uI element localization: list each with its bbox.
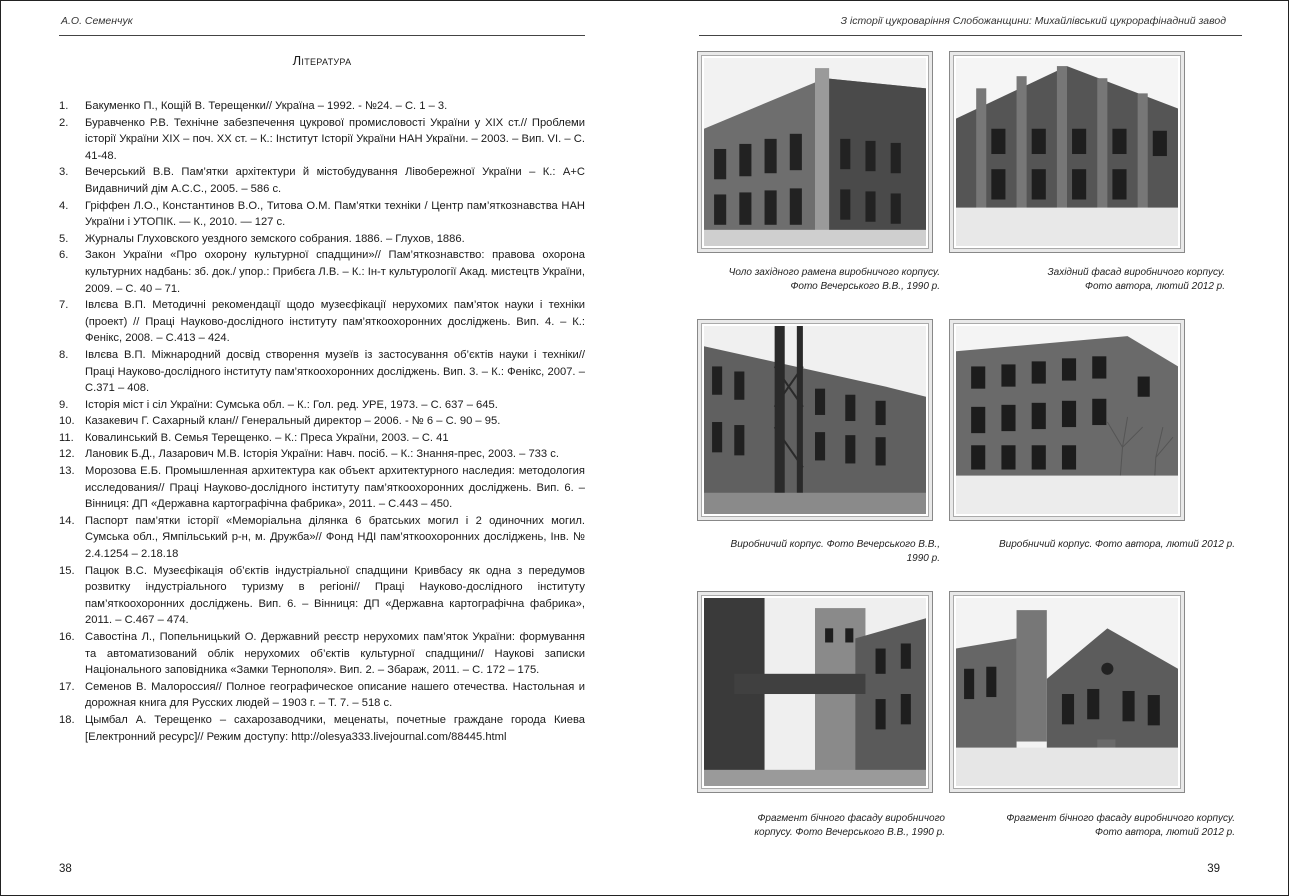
photo-side-facade-1990 — [697, 591, 933, 793]
reference-text: Івлєва В.П. Методичні рекомендації щодо музеєфікації нерухомих пам’яток науки і техніки (проект) // Праці Науково-дослідного інституту пам’яткоохоронних досліджень. Вип. 4. – К.: Фенікс, 2008. – С.413 – 424. — [85, 299, 585, 345]
reference-item — [59, 513, 585, 563]
running-header-title: З історії цукроваріння Слобожанщини: Михайлівський цукрорафінадний завод — [840, 15, 1226, 27]
reference-text: Семенов В. Малороссия// Полное географическое описание нашего отечества. Настольная и дорожная книга для Русских людей – 1903 г. – Т. 7. – 518 с. — [85, 680, 585, 710]
reference-number: 17. — [59, 680, 75, 693]
reference-item — [59, 679, 585, 712]
reference-text: Буравченко Р.В. Технічне забезпечення цукрової промисловості України у XIX ст.// Проблеми історії України XIX – поч. ХХ ст. – К.: Інститут Історії України НАН України. – 2003. – Вип. VI. – С. 41-48. — [85, 116, 585, 162]
reference-number: 18. — [59, 713, 75, 726]
reference-item — [59, 446, 585, 463]
page-title — [59, 53, 585, 68]
photo-west-facade-2012 — [949, 51, 1185, 253]
reference-number: 2. — [59, 116, 69, 129]
reference-text: Журналы Глуховского уездного земского собрания. 1886. – Глухов, 1886. — [85, 232, 465, 245]
reference-number: 5. — [59, 232, 69, 245]
reference-number: 1. — [59, 100, 69, 112]
reference-text: Казакевич Г. Сахарный клан// Генеральный директор – 2006. - № 6 – С. 90 – 95. — [85, 415, 501, 428]
reference-text: Морозова Е.Б. Промышленная архитектура как объект архитектурного наследия: методология исследования// Праці Науково-дослідного інституту пам’яткоохоронних досліджень. Вип. 6. – Вінниця: ДП «Державна картографічна фабрика», 2011. – С.443 – 450. — [85, 465, 585, 511]
reference-item — [59, 347, 585, 397]
photo-side-facade-2012 — [949, 591, 1185, 793]
caption-5: Фрагмент бічного фасаду виробничого корпусу. Фото Вечерського В.В., 1990 р. — [754, 813, 945, 838]
reference-text: Закон України «Про охорону культурної спадщини»// Пам’яткознавство: правова охорона культурних надбань: зб. док./ упор.: Прибєга Л.В. – К.: Ін-т культурології Акад. мистецтв України, 2009. – С. 40 – 71. — [85, 249, 585, 295]
reference-item — [59, 164, 585, 197]
header-rule — [59, 35, 585, 36]
reference-item — [59, 231, 585, 248]
reference-number: 15. — [59, 564, 75, 577]
caption-4: Виробничий корпус. Фото автора, лютий 2012 р. — [999, 539, 1235, 550]
caption-3: Виробничий корпус. Фото Вечерського В.В., 1990 р. — [730, 539, 940, 564]
reference-number: 10. — [59, 415, 75, 428]
reference-item — [59, 463, 585, 513]
reference-item — [59, 98, 585, 115]
reference-number: 4. — [59, 199, 69, 212]
reference-text: Історія міст і сіл України: Сумська обл. – К.: Гол. ред. УРЕ, 1973. – С. 637 – 645. — [85, 398, 498, 411]
reference-item — [59, 563, 585, 629]
reference-number: 7. — [59, 299, 69, 312]
photo-production-building-1990 — [697, 319, 933, 521]
reference-item — [59, 413, 585, 430]
reference-text: Савостіна Л., Попельницький О. Державний реєстр нерухомих пам’яток України: формування та автоматизований облік нерухомих об’єктів культурної спадщини// Наукові записки Національного заповідника «Замки Тернополя». Вип. 2. – Збараж, 2011. – С. 172 – 175. — [85, 631, 585, 677]
right-page — [645, 1, 1288, 895]
reference-text: Гріффен Л.О., Константинов В.О., Титова О.М. Пам’ятки техніки / Центр пам’яткознавства НАН України і УТОПІК. — К., 2010. — 127 с. — [85, 199, 585, 229]
reference-number: 9. — [59, 398, 69, 411]
reference-item — [59, 297, 585, 347]
caption-6: Фрагмент бічного фасаду виробничого корпусу. Фото автора, лютий 2012 р. — [1006, 813, 1235, 838]
reference-item — [59, 430, 585, 447]
header-rule — [699, 35, 1242, 36]
reference-text: Івлєва В.П. Міжнародний досвід створення музеїв із застосування об’єктів науки і техніки// Праці Науково-дослідного інституту пам’яткоохоронних досліджень. Вип. 3. – К.: Фенікс, 2007. – С.371 – 408. — [85, 348, 585, 395]
reference-number: 16. — [59, 631, 75, 643]
caption-1: Чоло західного рамена виробничого корпусу. Фото Вечерського В.В., 1990 р. — [728, 267, 940, 292]
reference-text: Бакуменко П., Кощій В. Терещенки// Україна – 1992. - №24. – С. 1 – 3. — [85, 100, 448, 112]
left-page — [1, 1, 641, 895]
reference-number: 3. — [59, 166, 69, 179]
page-number-right: 39 — [1207, 863, 1220, 875]
reference-item — [59, 198, 585, 231]
reference-item — [59, 712, 585, 745]
reference-number: 13. — [59, 465, 75, 478]
reference-text: Лановик Б.Д., Лазарович М.В. Історія України: Навч. посіб. – К.: Знання-прес, 2003. – 733 с. — [85, 448, 559, 461]
reference-text: Пацюк В.С. Музеєфікація об’єктів індустріальної спадщини Кривбасу як одна з передумов розвитку індустріального туризму в регіоні// Праці Науково-дослідного інституту пам’яткоохоронних досліджень. Вип. 6. – Вінниця: ДП «Державна картографічна фабрика», 2011. – С.467 – 474. — [85, 564, 585, 627]
caption-2: Західний фасад виробничого корпусу. Фото автора, лютий 2012 р. — [1047, 267, 1225, 292]
reference-number: 11. — [59, 431, 74, 444]
reference-number: 14. — [59, 514, 75, 527]
running-header-author: А.О. Семенчук — [61, 15, 133, 27]
photo-west-wing-1990 — [697, 51, 933, 253]
title-text: Література — [292, 53, 352, 68]
reference-number: 8. — [59, 348, 69, 361]
reference-item — [59, 629, 585, 679]
reference-item — [59, 247, 585, 297]
reference-text: Вечерський В.В. Пам’ятки архітектури й містобудування Лівобережної України – К.: А+С Видавничий дім А.С.С., 2005. – 586 с. — [85, 166, 585, 195]
page-number-left: 38 — [59, 863, 72, 875]
reference-text: Паспорт пам’ятки історії «Меморіальна ділянка 6 братських могил і 2 одиночних могил. Сумська обл., Ямпільський р-н, м. Дружба»// Фонд НДІ пам’яткоохоронних досліджень, Інв. № 2.4.1254 – 2.18.18 — [85, 514, 585, 561]
reference-text: Цымбал А. Терещенко – сахарозаводчики, меценаты, почетные граждане города Киева [Електронний ресурс]// Режим доступу: http://olesya333.livejournal.com/88445.html — [85, 713, 585, 743]
reference-number: 12. — [59, 448, 75, 461]
reference-item — [59, 397, 585, 414]
reference-text: Ковалинський В. Семья Терещенко. – К.: Преса України, 2003. – С. 41 — [85, 431, 449, 444]
reference-number: 6. — [59, 249, 69, 262]
reference-item — [59, 115, 585, 165]
photo-production-building-2012 — [949, 319, 1185, 521]
reference-list — [59, 98, 585, 745]
